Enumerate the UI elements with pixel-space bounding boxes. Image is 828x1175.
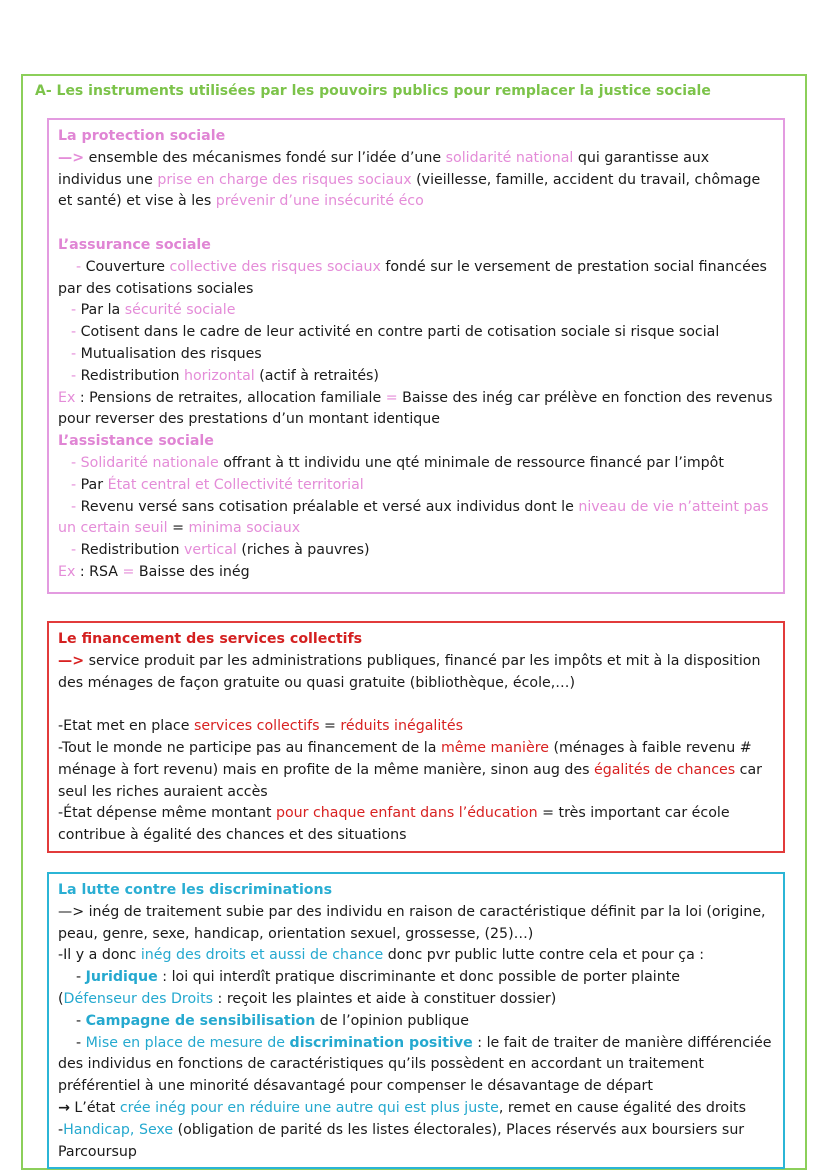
list-item: - Redistribution horizontal (actif à retraités) [71, 367, 379, 384]
lutte-definition: —> inég de traitement subie par des individu en raison de caractéristique définit par la loi (origine, peau, genre, sexe, handicap, orientation sexuel, grossesse, (25)…) [58, 903, 766, 942]
financement-box [47, 621, 785, 853]
financement-point: -État dépense même montant pour chaque enfant dans l’éducation = très important car école contribue à égalité des chances et des situations [58, 805, 730, 844]
arrow-icon: —> [58, 149, 85, 166]
assurance-heading: L’assurance sociale [58, 236, 211, 253]
lutte-conclusion: → L’état crée inég pour en réduire une autre qui est plus juste, remet en cause égalité des droits [58, 1099, 746, 1116]
financement-point: -Etat met en place services collectifs = réduits inégalités [58, 718, 463, 735]
assistance-example: Ex : RSA = Baisse des inég [58, 563, 250, 580]
list-item: - Cotisent dans le cadre de leur activité en contre parti de cotisation sociale si risque social [71, 324, 720, 341]
list-item: - Par la sécurité sociale [71, 302, 236, 319]
lutte-discriminations-box [47, 872, 785, 1169]
list-item: - Par État central et Collectivité territorial [71, 476, 364, 493]
protection-sociale-box [47, 118, 785, 594]
list-item: - Solidarité nationale offrant à tt individu une qté minimale de ressource financé par l’impôt [71, 454, 724, 471]
lutte-point: -Il y a donc inég des droits et aussi de chance donc pvr public lutte contre cela et pour ça : [58, 947, 705, 964]
assistance-heading: L’assistance sociale [58, 433, 214, 450]
list-item: - Revenu versé sans cotisation préalable et versé aux individus dont le niveau de vie n’atteint pas un certain seuil = minima sociaux [58, 498, 769, 537]
financement-heading: Le financement des services collectifs [58, 631, 363, 647]
financement-point: -Tout le monde ne participe pas au financement de la même manière (ménages à faible revenu # ménage à fort revenu) mais en profite de la même manière, sinon aug des égalités de chances car seul les riches auraient accès [58, 739, 762, 800]
lutte-mesure: - Mise en place de mesure de discrimination positive : le fait de traiter de manière différenciée des individus en fonctions de caractéristiques qu’ils possèdent en accordant un traitement préférentiel à une minorité désavantagé pour compenser le désavantage de départ [58, 1034, 772, 1095]
list-item: - Mutualisation des risques [71, 345, 262, 362]
assurance-definition: - Couverture collective des risques sociaux fondé sur le versement de prestation social financées par des cotisations sociales [58, 258, 767, 297]
protection-definition: —> ensemble des mécanismes fondé sur l’idée d’une solidarité national qui garantisse aux individus une prise en charge des risques sociaux (vieillesse, famille, accident du travail, chômage et santé) et vise à les prévenir d’une insécurité éco [58, 149, 761, 210]
protection-heading: La protection sociale [58, 128, 226, 144]
lutte-heading: La lutte contre les discriminations [58, 882, 333, 898]
section-title: A- Les instruments utilisées par les pouvoirs publics pour remplacer la justice sociale [35, 83, 711, 99]
arrow-icon: —> [58, 652, 85, 669]
lutte-defenseur: (Défenseur des Droits : reçoit les plaintes et aide à constituer dossier) [58, 990, 557, 1007]
assurance-example: Ex : Pensions de retraites, allocation familiale = Baisse des inég car prélève en fonction des revenus pour reverser des prestations d’un montant identique [58, 389, 773, 428]
arrow-right-icon: → [58, 1099, 70, 1116]
lutte-exemples: -Handicap, Sexe (obligation de parité ds les listes électorales), Places réservés aux boursiers sur Parcoursup [58, 1121, 745, 1160]
lutte-juridique: - Juridique : loi qui interdît pratique discriminante et donc possible de porter plainte [76, 969, 681, 986]
lutte-campagne: - Campagne de sensibilisation de l’opinion publique [76, 1012, 469, 1029]
section-frame [21, 74, 807, 1170]
list-item: - Redistribution vertical (riches à pauvres) [71, 542, 370, 559]
financement-definition: —> service produit par les administrations publiques, financé par les impôts et mit à la disposition des ménages de façon gratuite ou quasi gratuite (bibliothèque, école,…) [58, 652, 761, 691]
